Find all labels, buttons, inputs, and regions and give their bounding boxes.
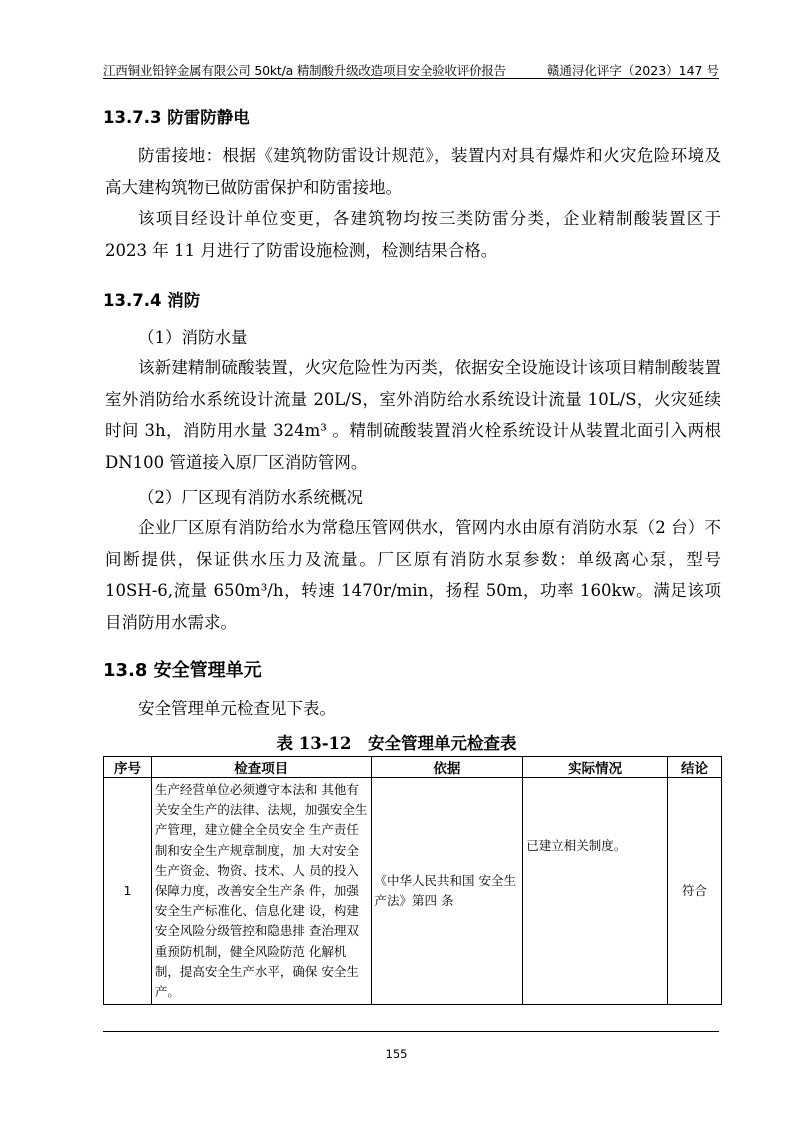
column-header-conclusion: 结论 xyxy=(668,757,722,778)
cell-actual-situation: 已建立相关制度。 xyxy=(523,778,668,1005)
section-heading-13-7-3: 13.7.3 防雷防静电 xyxy=(103,108,250,127)
safety-management-check-table xyxy=(103,756,722,1005)
paragraph-fire-water-system: 企业厂区原有消防给水为常稳压管网供水，管网内水由原有消防水泵（2 台）不间断提供，保证供水压力及流量。厂区原有消防水泵参数：单级离心泵，型号 10SH-6,流量 650m³/h，转速 1470r/min，扬程 50m，功率 160kw。满足该项目消防用水需求。 xyxy=(105,518,721,632)
paragraph-safety-management-intro: 安全管理单元检查见下表。 xyxy=(138,699,336,718)
paragraph-lightning-grounding: 防雷接地：根据《建筑物防雷设计规范》，装置内对具有爆炸和火灾危险环境及高大建构筑物已做防雷保护和防雷接地。 xyxy=(105,146,721,197)
header-report-number: 赣通浔化评字（2023）147 号 xyxy=(546,63,719,78)
table-caption: 表 13-12 安全管理单元检查表 xyxy=(276,734,517,753)
cell-basis: 《中华人民共和国 安全生产法》第四 条 xyxy=(371,778,523,1005)
paragraph-fire-water-design: 该新建精制硫酸装置，火灾危险性为丙类，依据安全设施设计该项目精制酸装置室外消防给水系统设计流量 20L/S，室外消防给水系统设计流量 10L/S，火灾延续时间 3h，消防用水量 324m³ 。精制硫酸装置消火栓系统设计从装置北面引入两根 DN100 管道接入原厂区消防管网。 xyxy=(105,358,721,472)
page-header xyxy=(103,58,719,78)
list-item-fire-water-system: （2）厂区现有消防水系统概况 xyxy=(138,488,363,507)
cell-conclusion: 符合 xyxy=(668,778,722,1005)
page-number: 155 xyxy=(385,1047,408,1061)
cell-check-item: 生产经营单位必须遵守本法和 其他有关安全生产的法律、法规，加强安全生产管理，建立健全全员安全 生产责任制和安全生产规章制度，加 大对安全生产资金、物资、技术、人 员的投入保障力度，改善安全生产条 件，加强安全生产标准化、信息化建 设，构建安全风险分级管控和隐患排 查治理双重预防机制，健全风险防范 化解机制，提高安全生产水平，确保 安全生产。 xyxy=(151,778,371,1005)
column-header-number: 序号 xyxy=(104,757,152,778)
table-row xyxy=(104,778,722,1005)
column-header-basis: 依据 xyxy=(371,757,523,778)
header-report-title: 江西铜业铅锌金属有限公司 50kt/a 精制酸升级改造项目安全验收评价报告 xyxy=(103,63,506,78)
section-heading-13-7-4: 13.7.4 消防 xyxy=(103,291,201,310)
list-item-fire-water-volume: （1）消防水量 xyxy=(138,328,248,347)
section-heading-13-8: 13.8 安全管理单元 xyxy=(103,660,262,681)
column-header-actual-situation: 实际情况 xyxy=(523,757,668,778)
cell-number: 1 xyxy=(104,778,152,1005)
column-header-check-item: 检查项目 xyxy=(151,757,371,778)
footer-divider xyxy=(103,1031,719,1032)
table-header-row xyxy=(104,757,722,778)
paragraph-lightning-inspection: 该项目经设计单位变更，各建筑物均按三类防雷分类，企业精制酸装置区于 2023 年 11 月进行了防雷设施检测，检测结果合格。 xyxy=(105,209,721,260)
header-divider xyxy=(103,78,719,79)
